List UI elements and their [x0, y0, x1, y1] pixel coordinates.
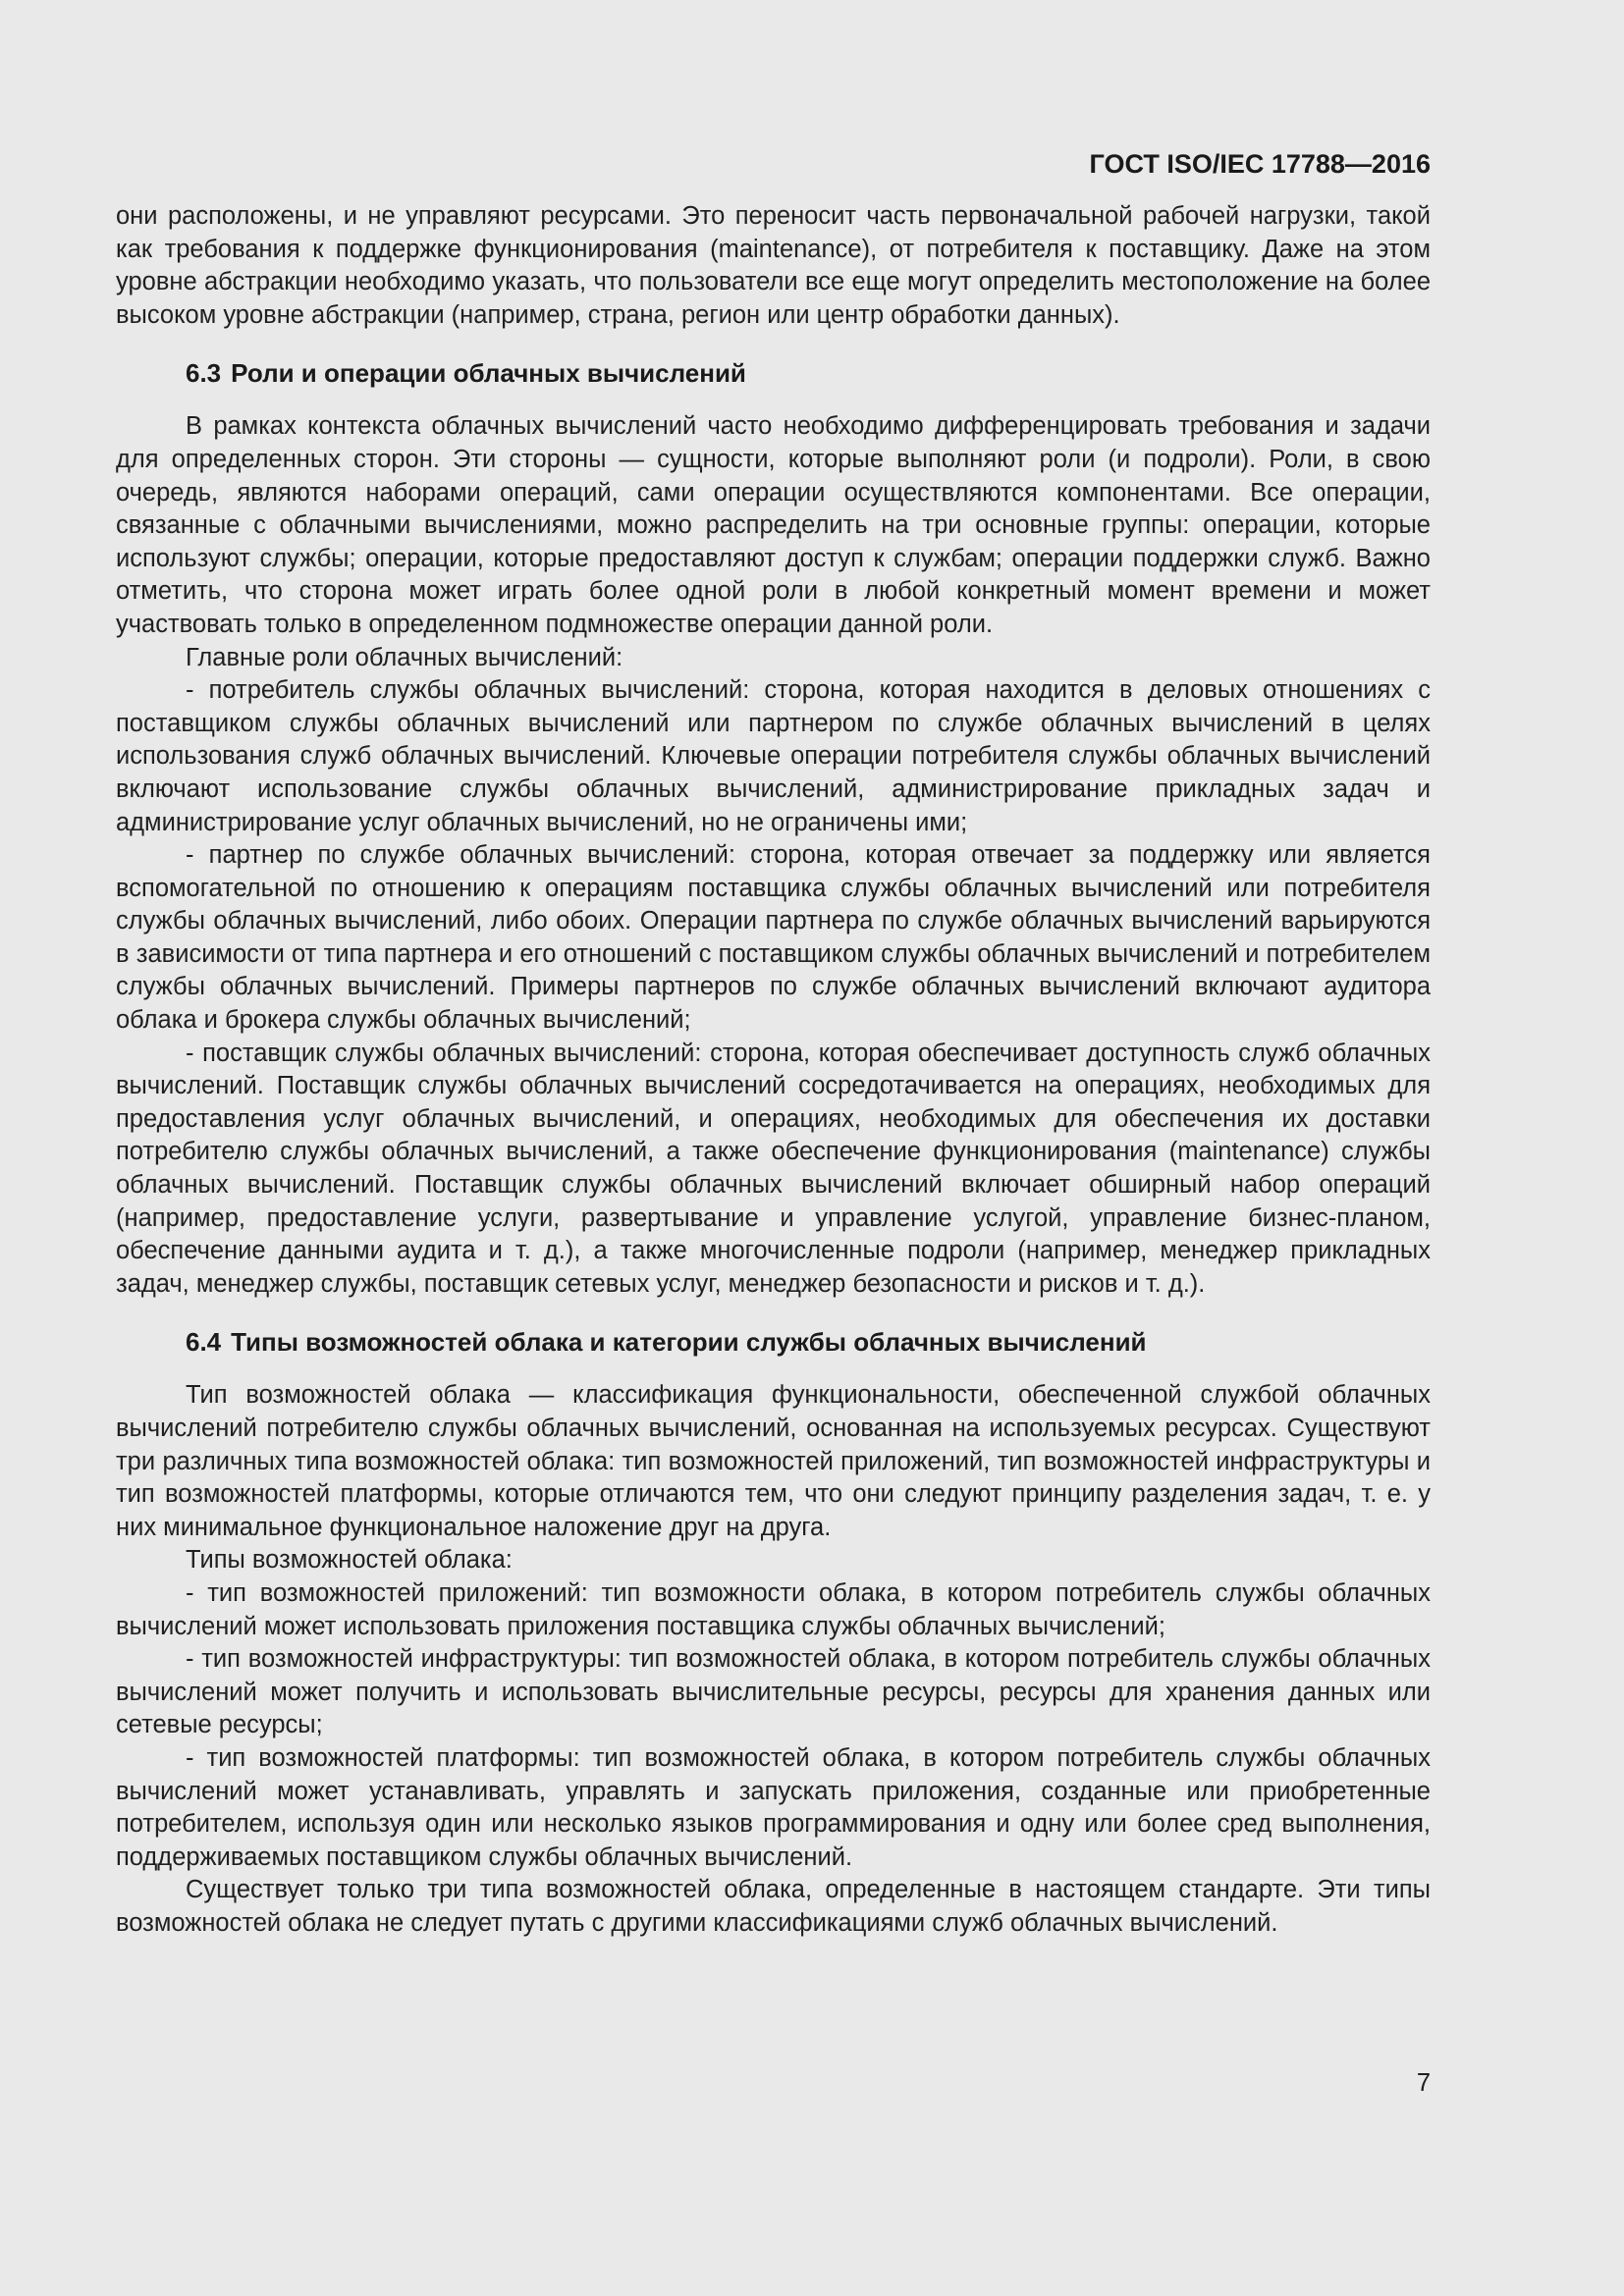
page-number: 7 — [1416, 2069, 1431, 2097]
section-6-4-list-item-infrastructure: - тип возможностей инфраструктуры: тип возможностей облака, в котором потребитель службы облачных вычислений может получить и использовать вычислительные ресурсы, ресурсы для хранения данных или сетевые ресурсы; — [116, 1645, 1431, 1739]
section-6-3-list-intro: Главные роли облачных вычислений: — [186, 643, 623, 671]
section-6-3-paragraph: В рамках контекста облачных вычислений часто необходимо дифференцировать требования и задачи для определенных сторон. Эти стороны — сущности, которые выполняют роли (и подроли). Роли, в свою очередь, являются наборами операций, сами операции осуществляются компонентами. Все операции, связанные с облачными вычислениями, можно распределить на три основные группы: операции, которые используют службы; операции, которые предоставляют доступ к службам; операции поддержки служб. Важно отметить, что сторона может играть более одной роли в любой конкретный момент времени и может участвовать только в определенном подмножестве операции данной роли. — [116, 412, 1431, 638]
section-6-4-list-intro: Типы возможностей облака: — [186, 1546, 513, 1575]
section-6-3-number: 6.3 — [186, 358, 222, 389]
section-6-3-list-item-partner: - партнер по службе облачных вычислений: сторона, которая отвечает за поддержку или является вспомогательной по отношению к операциям поставщика службы облачных вычислений или потребителя службы облачных вычислений, либо обоих. Операции партнера по службе облачных вычислений варьируются в зависимости от типа партнера и его отношений с поставщиком службы облачных вычислений и потребителем службы облачных вычислений. Примеры партнеров по службе облачных вычислений включают аудитора облака и брокера службы облачных вычислений; — [116, 841, 1431, 1035]
section-6-4-list-item-platform: - тип возможностей платформы: тип возможностей облака, в котором потребитель службы облачных вычислений может устанавливать, управлять и запускать приложения, созданные или приобретенные потребителем, используя один или несколько языков программирования и одну или более сред выполнения, поддерживаемых поставщиком службы облачных вычислений. — [116, 1743, 1431, 1871]
section-6-4-number: 6.4 — [186, 1327, 222, 1358]
section-6-4-title: Типы возможностей облака и категории службы облачных вычислений — [231, 1327, 1147, 1358]
section-6-4-heading — [116, 1324, 1431, 1360]
section-6-4-closing-paragraph: Существует только три типа возможностей облака, определенные в настоящем стандарте. Эти типы возможностей облака не следует путать с другими классификациями служб облачных вычислений. — [116, 1876, 1431, 1937]
section-6-3-list-item-consumer: - потребитель службы облачных вычислений: сторона, которая находится в деловых отношениях с поставщиком службы облачных вычислений или партнером по службе облачных вычислений в целях использования служб облачных вычислений. Ключевые операции потребителя службы облачных вычислений включают использование службы облачных вычислений, администрирование прикладных задач и администрирование услуг облачных вычислений, но не ограничены ими; — [116, 676, 1431, 836]
section-6-3-list-item-provider: - поставщик службы облачных вычислений: сторона, которая обеспечивает доступность служб облачных вычислений. Поставщик службы облачных вычислений сосредотачивается на операциях, необходимых для предоставления услуг облачных вычислений, и операциях, необходимых для обеспечения их доставки потребителю службы облачных вычислений, а также обеспечение функционирования (maintenance) службы облачных вычислений. Поставщик службы облачных вычислений включает обширный набор операций (например, предоставление услуги, развертывание и управление услугой, управление бизнес-планом, обеспечение данными аудита и т. д.), а также многочисленные подроли (например, менеджер прикладных задач, менеджер службы, поставщик сетевых услуг, менеджер безопасности и рисков и т. д.). — [116, 1039, 1431, 1298]
section-6-3-heading — [116, 355, 1431, 391]
section-6-4-paragraph: Тип возможностей облака — классификация функциональности, обеспеченной службой облачных вычислений потребителю службы облачных вычислений, основанная на используемых ресурсах. Существуют три различных типа возможностей облака: тип возможностей приложений, тип возможностей инфраструктуры и тип возможностей платформы, которые отличаются тем, что они следуют принципу разделения задач, т. е. у них минимальное функциональное наложение друг на друга. — [116, 1381, 1431, 1541]
document-standard-code: ГОСТ ISO/IEC 17788—2016 — [1089, 149, 1431, 179]
section-6-3-title: Роли и операции облачных вычислений — [231, 358, 746, 389]
page-content — [116, 145, 1431, 1941]
section-6-4-list-item-application: - тип возможностей приложений: тип возможности облака, в котором потребитель службы облачных вычислений может использовать приложения поставщика службы облачных вычислений; — [116, 1578, 1431, 1640]
intro-paragraph: они расположены, и не управляют ресурсами. Это переносит часть первоначальной рабочей нагрузки, такой как требования к поддержке функционирования (maintenance), от потребителя к поставщику. Даже на этом уровне абстракции необходимо указать, что пользователи все еще могут определить местоположение на более высоком уровне абстракции (например, страна, регион или центр обработки данных). — [116, 202, 1431, 329]
